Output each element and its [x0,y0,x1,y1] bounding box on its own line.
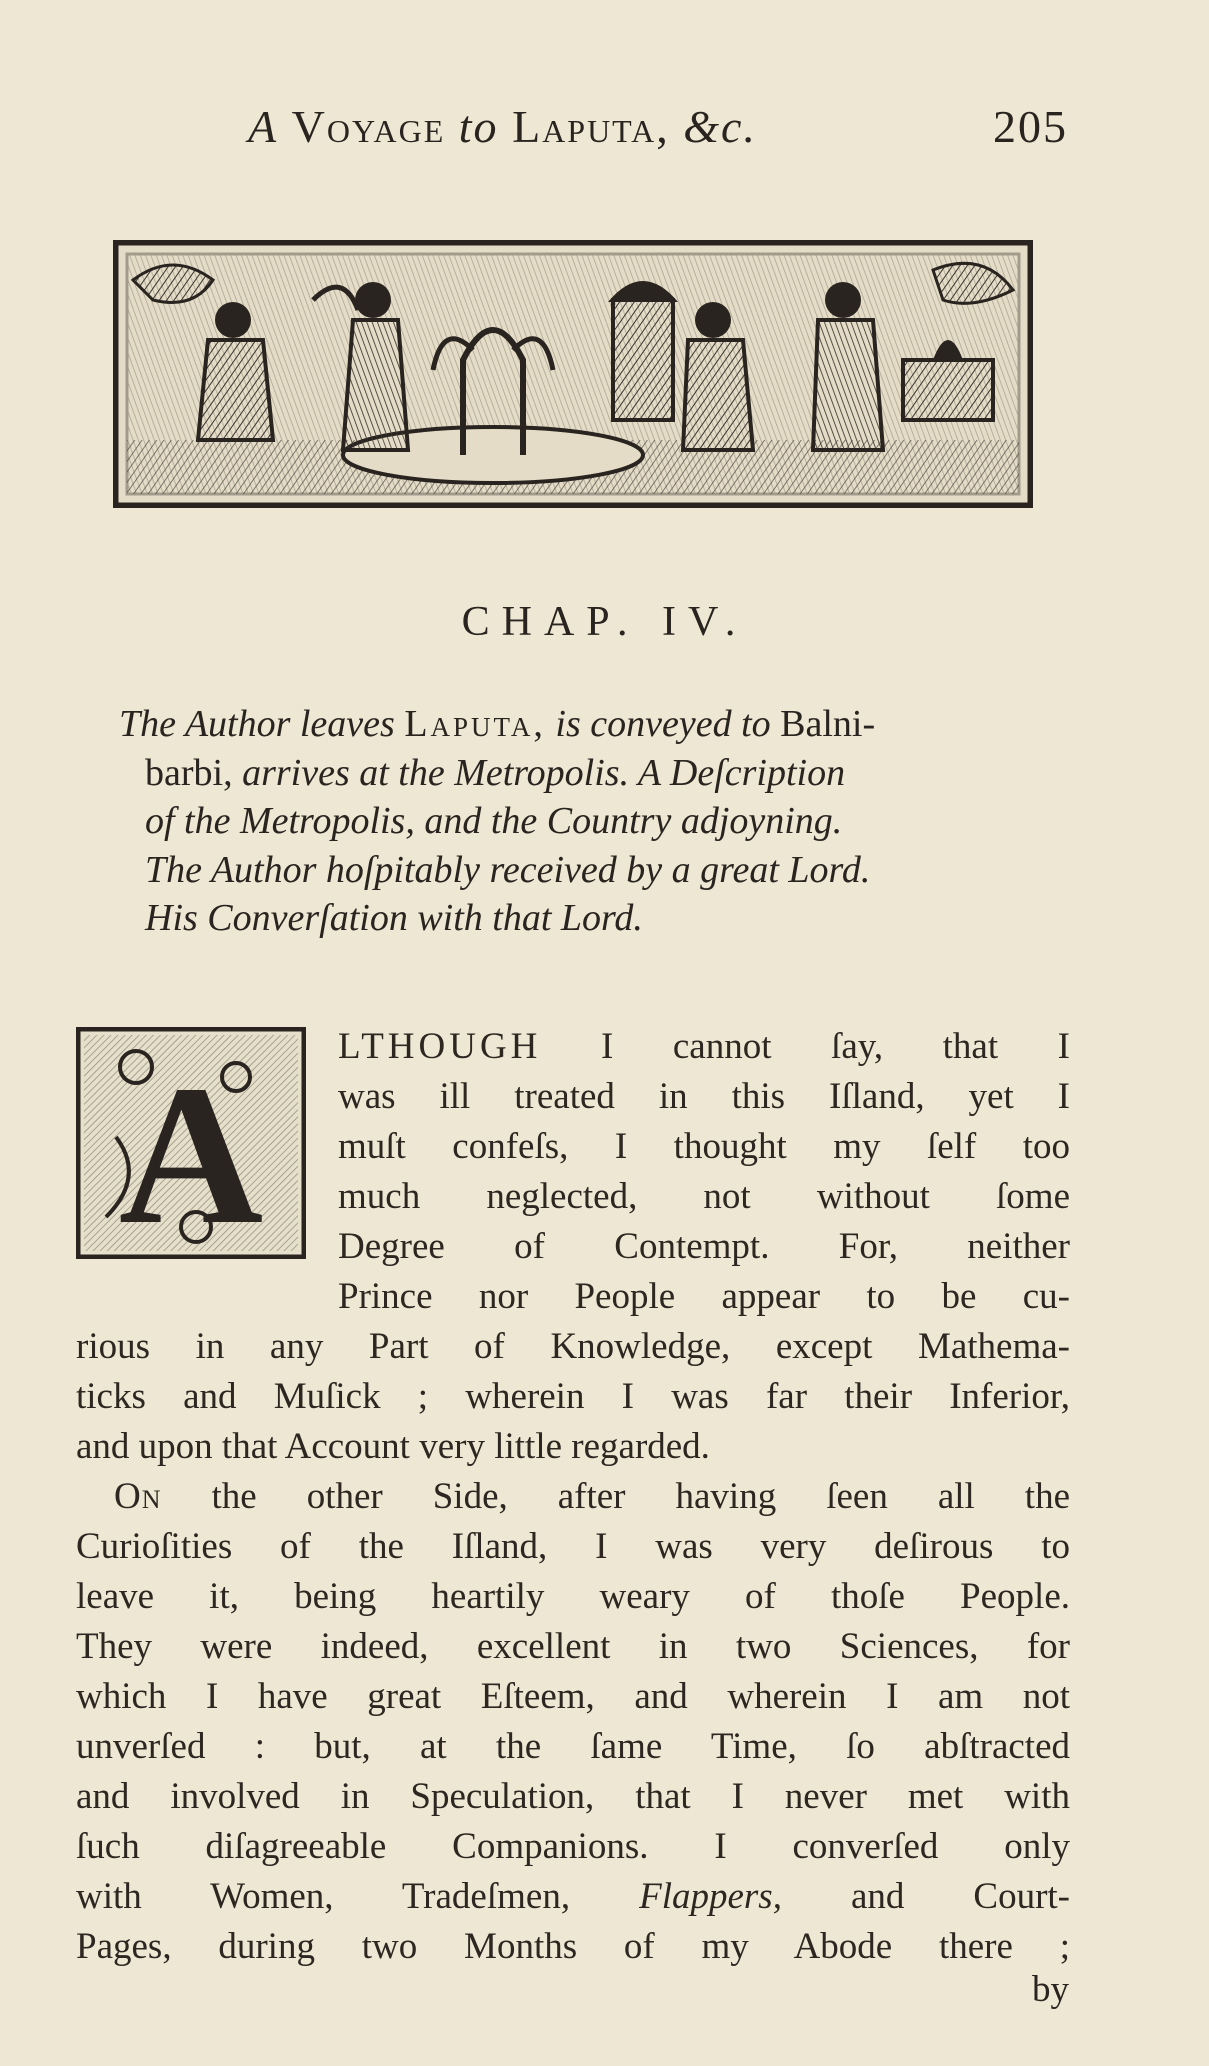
body-line: unverſed : but, at the ſame Time, ſo abſtracted [76,1726,1070,1767]
running-head-laputa: Laputa, [512,101,670,152]
synopsis-line: His Converſation with that Lord. [145,897,643,939]
body-line: They were indeed, excellent in two Sciences, for [76,1626,1070,1667]
synopsis-line: of the Metropolis, and the Country adjoyning. [145,800,843,842]
body-line: was ill treated in this Iſland, yet I [338,1076,1070,1117]
synopsis-line: barbi, arrives at the Metropolis. A Deſcription [145,751,846,794]
dropcap-letter: A [118,1045,264,1259]
body-line: Prince nor People appear to be cu- [338,1276,1070,1317]
catchword: by [1032,1969,1069,2010]
body-line: On the other Side, after having ſeen all the [114,1476,1070,1517]
body-line: rious in any Part of Knowledge, except Mathema- [76,1326,1070,1367]
body-line: Pages, during two Months of my Abode there ; [76,1926,1070,1967]
running-head-etc: &c. [683,101,757,152]
chapter-synopsis [117,700,1067,943]
body-line: and upon that Account very little regarded. [76,1426,710,1467]
woodcut-banner-icon [113,240,1033,508]
body-line: leave it, being heartily weary of thoſe People. [76,1576,1070,1617]
running-head-voyage: Voyage [291,101,446,152]
page-number: 205 [993,101,1068,152]
body-text [76,1022,1070,1972]
running-head-a: A [248,101,279,152]
body-line: Curioſities of the Iſland, I was very deſirous to [76,1526,1070,1567]
body-line: and involved in Speculation, that I never met with [76,1776,1070,1817]
running-head-title [248,100,757,153]
body-line: which I have great Eſteem, and wherein I am not [76,1676,1070,1717]
synopsis-line: The Author leaves Laputa, is conveyed to Balni- [119,703,876,745]
chapter-title: CHAP. IV. [461,599,748,645]
body-line: muſt confeſs, I thought my ſelf too [338,1126,1070,1167]
body-line: with Women, Tradeſmen, Flappers, and Court- [76,1876,1071,1917]
running-head-to: to [458,101,499,152]
body-line: Degree of Contempt. For, neither [338,1226,1070,1267]
body-line: LTHOUGH I cannot ſay, that I [338,1026,1070,1067]
body-line: much neglected, not without ſome [338,1176,1070,1217]
running-head [248,100,1068,156]
body-line: ſuch diſagreeable Companions. I converſed only [76,1826,1070,1867]
synopsis-line: The Author hoſpitably received by a great Lord. [145,848,871,891]
body-line: ticks and Muſick ; wherein I was far their Inferior, [76,1376,1070,1417]
